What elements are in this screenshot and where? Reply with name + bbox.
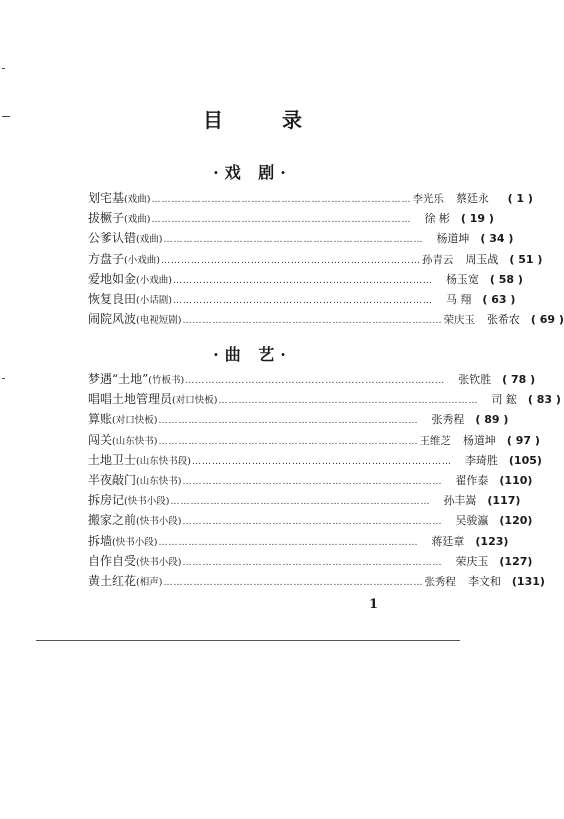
entry-genre: (戏曲): [124, 194, 151, 205]
entry-page: (127): [499, 554, 533, 568]
entry-title: 闹院风波: [88, 312, 137, 327]
toc-entry[interactable]: [88, 431, 540, 451]
toc-entry[interactable]: [88, 189, 533, 209]
dot-leader: ……………………………………………………………………: [163, 235, 424, 246]
dot-leader: ……………………………………………………………………: [163, 577, 424, 588]
dot-leader: ……………………………………………………………………: [182, 316, 443, 327]
dot-leader: ……………………………………………………………………: [151, 195, 412, 205]
entry-author: 李文和: [467, 574, 501, 588]
entry-page: ( 19 ): [460, 212, 494, 226]
entry-genre: (山东快书段): [136, 455, 191, 467]
entry-genre: (山东快书): [112, 435, 158, 447]
toc-entry[interactable]: [88, 491, 521, 511]
toc-entry[interactable]: [88, 471, 533, 491]
entry-coauthor: 荣庆玉: [443, 314, 475, 327]
entry-genre: (快书小段): [136, 556, 182, 568]
entry-author: 翟作泰: [455, 473, 489, 487]
entry-page: (131): [511, 574, 545, 588]
entry-author: 吴骏瀛: [455, 514, 489, 528]
entry-genre: (山东快书): [136, 475, 182, 487]
entry-page: ( 51 ): [509, 252, 543, 266]
dot-leader: ……………………………………………………………………: [158, 436, 419, 447]
entry-page: ( 78 ): [502, 373, 536, 386]
toc-entry[interactable]: [88, 209, 494, 229]
toc-entry[interactable]: [88, 229, 514, 249]
entry-page: (120): [499, 514, 533, 528]
entry-author: 杨道坤: [462, 433, 496, 447]
entry-page: (105): [508, 453, 542, 467]
entry-author: 孙丰嵩: [443, 494, 477, 508]
entry-author: 徐 彬: [424, 212, 450, 226]
toc-entry[interactable]: [88, 410, 509, 430]
toc-list-quyi: [88, 370, 561, 592]
entry-genre: (小话剧): [136, 294, 172, 306]
bottom-rule: [36, 640, 460, 641]
section-heading-quyi: ·曲 艺·: [213, 345, 292, 364]
entry-coauthor: 王维芝: [419, 434, 451, 447]
entry-title: 公爹认错: [88, 231, 137, 246]
entry-title: 唱唱土地管理员: [88, 392, 173, 407]
dot-leader: ……………………………………………………………………: [158, 416, 419, 427]
scan-mark: [2, 68, 5, 69]
toc-entry[interactable]: [88, 370, 536, 390]
entry-page: ( 58 ): [489, 272, 523, 286]
entry-author: 张秀程: [431, 413, 465, 427]
entry-genre: (快书小段): [112, 536, 158, 548]
entry-page: (123): [475, 534, 509, 548]
page-title: 目 录: [203, 108, 328, 132]
entry-title: 划宅基: [88, 191, 125, 205]
toc-entry[interactable]: [88, 310, 564, 330]
toc-list-drama: [88, 189, 564, 330]
toc-entry[interactable]: [88, 572, 545, 592]
entry-author: 马 翔: [445, 292, 472, 306]
toc-entry[interactable]: [88, 270, 523, 290]
entry-title: 拆墙: [88, 533, 113, 548]
entry-author: 蒋廷章: [431, 534, 465, 548]
entry-genre: (对口快板): [112, 415, 158, 427]
entry-page: ( 63 ): [482, 292, 516, 306]
entry-title: 算账: [88, 412, 113, 427]
entry-author: 周玉战: [465, 252, 499, 266]
entry-coauthor: 张秀程: [424, 575, 456, 588]
entry-genre: (小戏曲): [136, 274, 172, 286]
entry-author: 蔡廷永: [455, 192, 489, 205]
dot-leader: ……………………………………………………………………: [170, 497, 431, 508]
entry-genre: (相声): [136, 576, 163, 588]
entry-page: (117): [487, 494, 521, 508]
entry-genre: (戏曲): [136, 234, 163, 246]
entry-title: 爱地如金: [88, 271, 137, 286]
entry-genre: (电视短剧): [136, 315, 182, 327]
dot-leader: ……………………………………………………………………: [182, 476, 443, 487]
entry-genre: (竹板书): [148, 375, 185, 386]
entry-genre: (快书小段): [124, 496, 170, 508]
entry-title: 搬家之前: [88, 513, 137, 528]
entry-coauthor: 孙青云: [421, 253, 454, 266]
entry-page: ( 89 ): [475, 413, 509, 427]
entry-title: 梦遇“土地”: [88, 372, 149, 386]
entry-title: 恢复良田: [88, 291, 137, 306]
entry-genre: (对口快板): [172, 395, 218, 407]
entry-author: 杨道坤: [436, 232, 470, 246]
entry-title: 黄土红花: [88, 573, 137, 588]
entry-title: 闯关: [88, 432, 113, 447]
dot-leader: ……………………………………………………………………: [172, 275, 433, 286]
entry-title: 拔橛子: [88, 211, 125, 226]
entry-page: ( 1 ): [507, 192, 533, 205]
entry-page: ( 83 ): [527, 393, 561, 407]
entry-coauthor: 李光乐: [412, 193, 444, 205]
toc-entry[interactable]: [88, 532, 509, 552]
entry-genre: (快书小段): [136, 516, 182, 528]
dot-leader: ……………………………………………………………………: [158, 537, 419, 548]
entry-author: 司 鋐: [491, 393, 517, 407]
toc-entry[interactable]: [88, 250, 543, 270]
toc-entry[interactable]: [88, 290, 516, 310]
toc-entry[interactable]: [88, 451, 542, 471]
dot-leader: ……………………………………………………………………: [185, 376, 446, 386]
dot-leader: ……………………………………………………………………: [151, 215, 412, 226]
entry-title: 自作自受: [88, 553, 137, 568]
dot-leader: ……………………………………………………………………: [172, 295, 433, 306]
entry-title: 拆房记: [88, 493, 125, 508]
entry-author: 张希农: [486, 313, 520, 327]
entry-author: 张钦胜: [458, 373, 492, 386]
entry-title: 土地卫士: [88, 452, 137, 467]
dot-leader: ……………………………………………………………………: [182, 517, 443, 528]
entry-genre: (小戏曲): [124, 254, 160, 266]
dot-leader: ……………………………………………………………………: [218, 396, 479, 407]
toc-entry[interactable]: [88, 552, 533, 572]
page-number: 1: [369, 597, 379, 612]
entry-page: ( 34 ): [480, 232, 514, 246]
dot-leader: ……………………………………………………………………: [160, 255, 421, 266]
toc-entry[interactable]: [88, 390, 561, 410]
toc-entry[interactable]: [88, 511, 533, 531]
entry-title: 半夜敲门: [88, 472, 137, 487]
entry-page: ( 69 ): [530, 313, 564, 327]
entry-page: (110): [499, 473, 533, 487]
entry-page: ( 97 ): [506, 433, 540, 447]
entry-genre: (戏曲): [124, 214, 151, 226]
section-heading-drama: ·戏 剧·: [213, 163, 292, 182]
dot-leader: ……………………………………………………………………: [182, 557, 443, 568]
scan-mark: [2, 378, 5, 379]
entry-author: 李琦胜: [464, 453, 498, 467]
entry-author: 杨玉宽: [445, 272, 479, 286]
dot-leader: ……………………………………………………………………: [191, 456, 452, 467]
entry-author: 荣庆玉: [455, 554, 489, 568]
entry-title: 方盘子: [88, 251, 125, 266]
